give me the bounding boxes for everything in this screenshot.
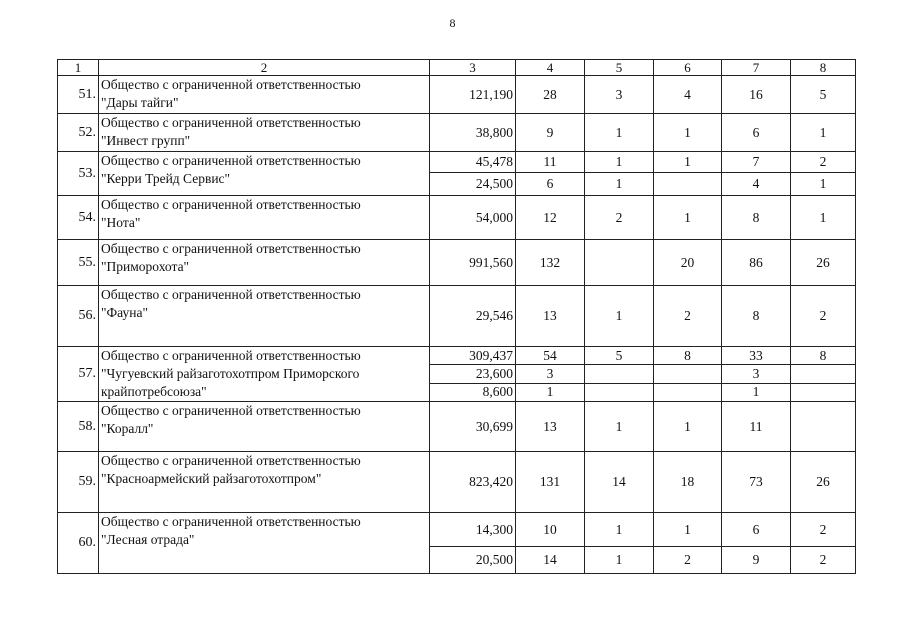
count-value: 4 [654,76,722,114]
table-body [58,76,856,574]
count-value: 11 [516,152,585,173]
count-value: 5 [791,76,856,114]
row-number: 51. [58,76,99,114]
count-value: 1 [722,383,791,401]
count-value: 14 [516,547,585,574]
count-value: 12 [516,196,585,240]
count-value [791,383,856,401]
count-value: 2 [791,513,856,547]
count-value [585,240,654,286]
organization-name [99,114,430,152]
organization-name-line: Общество с ограниченной ответственностью [101,241,361,256]
organization-name-line: Общество с ограниченной ответственностью [101,403,361,418]
organization-name [99,513,430,574]
column-header: 2 [99,60,430,76]
count-value: 20 [654,240,722,286]
area-value: 24,500 [430,173,516,196]
count-value: 3 [722,365,791,383]
organization-name-line: "Приморохота" [101,259,190,274]
count-value: 1 [585,152,654,173]
count-value: 2 [585,196,654,240]
count-value: 1 [585,114,654,152]
table-row [58,152,856,173]
row-number: 56. [58,286,99,347]
count-value: 54 [516,347,585,365]
count-value: 4 [722,173,791,196]
count-value: 2 [654,286,722,347]
count-value: 26 [791,240,856,286]
organization-name-line: Общество с ограниченной ответственностью [101,153,361,168]
organization-name [99,240,430,286]
organization-name [99,196,430,240]
count-value: 1 [585,513,654,547]
organization-name-line: Общество с ограниченной ответственностью [101,287,361,302]
registry-table [57,59,856,574]
count-value: 1 [585,547,654,574]
organization-name-line: "Чугуевский райзаготохотпром Приморского [101,366,360,381]
row-number: 58. [58,402,99,452]
count-value: 6 [722,114,791,152]
organization-name-line: "Коралл" [101,421,154,436]
column-header: 6 [654,60,722,76]
count-value: 8 [654,347,722,365]
organization-name-line: "Дары тайги" [101,95,179,110]
count-value: 1 [654,513,722,547]
count-value: 3 [585,76,654,114]
count-value: 13 [516,402,585,452]
count-value: 1 [791,173,856,196]
count-value: 9 [722,547,791,574]
organization-name [99,452,430,513]
organization-name-line: "Красноармейский райзаготохотпром" [101,471,322,486]
area-value: 45,478 [430,152,516,173]
organization-name-line: "Фауна" [101,305,148,320]
area-value: 121,190 [430,76,516,114]
count-value: 14 [585,452,654,513]
column-header: 4 [516,60,585,76]
count-value: 26 [791,452,856,513]
organization-name-line: Общество с ограниченной ответственностью [101,197,361,212]
organization-name-line: "Керри Трейд Сервис" [101,171,231,186]
header-row [58,60,856,76]
count-value: 11 [722,402,791,452]
count-value: 28 [516,76,585,114]
column-header: 5 [585,60,654,76]
count-value: 1 [654,114,722,152]
column-header: 7 [722,60,791,76]
count-value: 132 [516,240,585,286]
page-number: 8 [449,16,456,30]
count-value: 6 [516,173,585,196]
table-row [58,452,856,513]
count-value: 3 [516,365,585,383]
column-header: 8 [791,60,856,76]
organization-name [99,347,430,402]
count-value: 73 [722,452,791,513]
area-value: 991,560 [430,240,516,286]
row-number: 52. [58,114,99,152]
organization-name-line: "Инвест групп" [101,133,191,148]
area-value: 20,500 [430,547,516,574]
table-row [58,240,856,286]
area-value: 14,300 [430,513,516,547]
organization-name-line: Общество с ограниченной ответственностью [101,77,361,92]
table-row [58,513,856,547]
table-row [58,196,856,240]
organization-name-line: Общество с ограниченной ответственностью [101,514,361,529]
count-value: 9 [516,114,585,152]
area-value: 23,600 [430,365,516,383]
count-value: 2 [791,286,856,347]
count-value: 5 [585,347,654,365]
count-value: 13 [516,286,585,347]
count-value [791,365,856,383]
count-value: 86 [722,240,791,286]
column-header: 3 [430,60,516,76]
count-value [585,383,654,401]
count-value: 6 [722,513,791,547]
count-value: 1 [585,286,654,347]
table-row [58,347,856,365]
count-value: 131 [516,452,585,513]
count-value: 1 [654,152,722,173]
count-value [654,365,722,383]
area-value: 823,420 [430,452,516,513]
count-value: 2 [791,152,856,173]
area-value: 8,600 [430,383,516,401]
row-number: 60. [58,513,99,574]
table-row [58,402,856,452]
area-value: 29,546 [430,286,516,347]
count-value: 18 [654,452,722,513]
organization-name [99,286,430,347]
row-number: 53. [58,152,99,196]
count-value: 1 [654,402,722,452]
count-value: 8 [791,347,856,365]
table-row [58,286,856,347]
count-value: 10 [516,513,585,547]
count-value [654,173,722,196]
count-value: 1 [585,402,654,452]
table-row [58,76,856,114]
organization-name-line: Общество с ограниченной ответственностью [101,115,361,130]
count-value: 1 [791,114,856,152]
count-value: 2 [654,547,722,574]
count-value: 1 [791,196,856,240]
area-value: 54,000 [430,196,516,240]
organization-name-line: Общество с ограниченной ответственностью [101,453,361,468]
count-value: 2 [791,547,856,574]
count-value [585,365,654,383]
count-value [791,402,856,452]
column-header: 1 [58,60,99,76]
organization-name-line: "Нота" [101,215,141,230]
area-value: 38,800 [430,114,516,152]
row-number: 55. [58,240,99,286]
row-number: 54. [58,196,99,240]
organization-name-line: крайпотребсоюза" [101,384,207,399]
organization-name [99,152,430,196]
organization-name [99,76,430,114]
row-number: 57. [58,347,99,402]
area-value: 30,699 [430,402,516,452]
organization-name-line: "Лесная отрада" [101,532,195,547]
organization-name [99,402,430,452]
count-value: 1 [585,173,654,196]
organization-name-line: Общество с ограниченной ответственностью [101,348,361,363]
count-value: 33 [722,347,791,365]
row-number: 59. [58,452,99,513]
count-value: 1 [516,383,585,401]
count-value: 7 [722,152,791,173]
count-value [654,383,722,401]
count-value: 8 [722,286,791,347]
area-value: 309,437 [430,347,516,365]
count-value: 8 [722,196,791,240]
count-value: 16 [722,76,791,114]
count-value: 1 [654,196,722,240]
table-row [58,114,856,152]
